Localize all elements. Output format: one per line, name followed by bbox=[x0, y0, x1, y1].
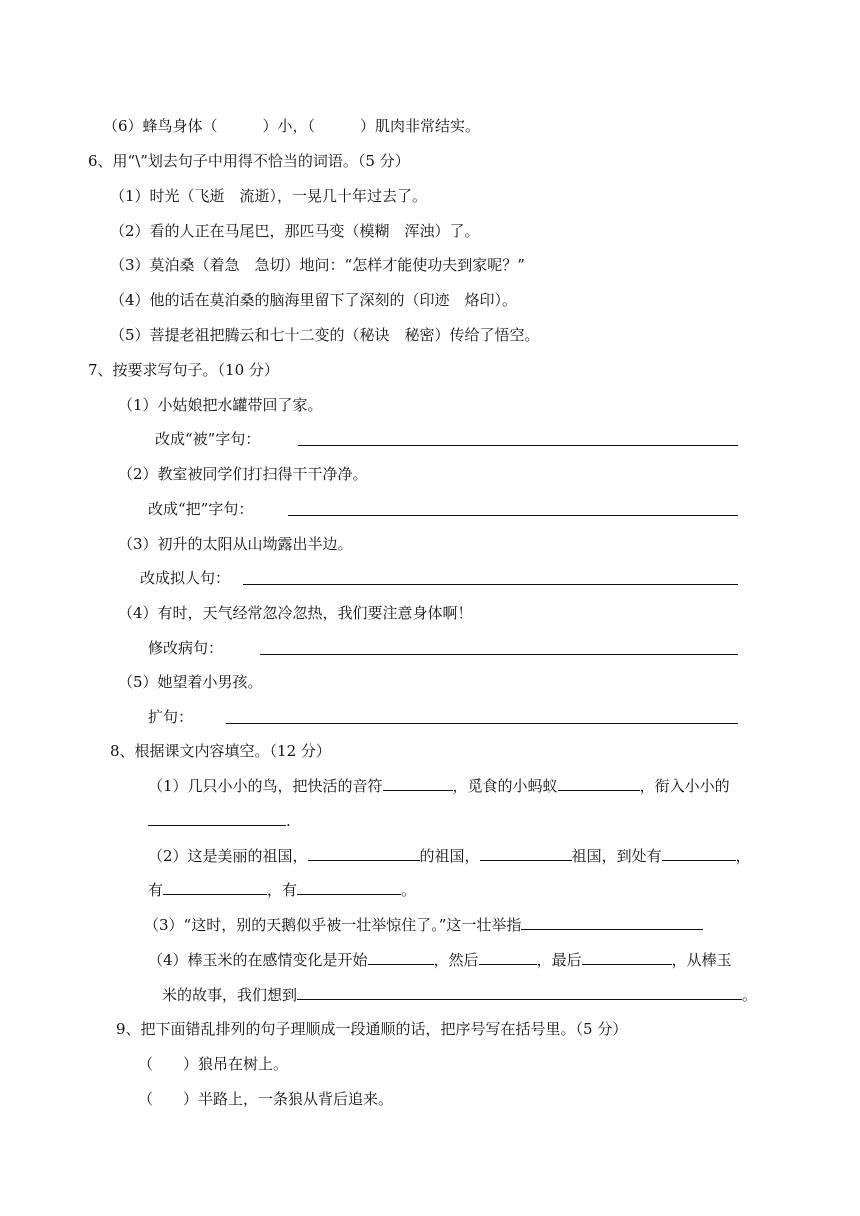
question-8-title: 8、根据课文内容填空。（12 分） bbox=[110, 742, 331, 760]
question-6-title: 6、用“\”划去句子中用得不恰当的词语。（5 分） bbox=[88, 152, 410, 170]
q7-item-2: （2）教室被同学们打扫得干干净净。 bbox=[118, 465, 368, 483]
q8-item-2-blank-2[interactable] bbox=[480, 846, 572, 861]
q5-item-6: （6）蜂鸟身体（ ）小，（ ）肌肉非常结实。 bbox=[103, 117, 481, 135]
q7-item-5: （5）她望着小男孩。 bbox=[118, 673, 263, 691]
q8-item-2-blank-1[interactable] bbox=[308, 846, 420, 861]
q7-item-5-answer-line[interactable] bbox=[226, 723, 738, 724]
q8-item-1-blank-1[interactable] bbox=[383, 776, 453, 791]
q8-item-1-end: . bbox=[286, 812, 291, 830]
q7-item-3-label: 改成拟人句： bbox=[140, 569, 231, 587]
q8-item-1-text-a: （1）几只小小的鸟，把快活的音符 bbox=[148, 777, 383, 795]
q7-item-1-answer-line[interactable] bbox=[298, 445, 738, 446]
q8-item-3-blank[interactable] bbox=[521, 915, 703, 930]
q8-item-4-blank-2[interactable] bbox=[479, 950, 537, 965]
q7-item-3-answer-line[interactable] bbox=[243, 584, 738, 585]
q6-item-3: （3）莫泊桑（着急 急切）地问：“怎样才能使功夫到家呢？” bbox=[110, 256, 525, 274]
q8-item-4-text-f: 。 bbox=[742, 986, 758, 1004]
q8-item-4-blank-1[interactable] bbox=[368, 950, 434, 965]
q8-item-2-text-f: ，有 bbox=[267, 881, 298, 899]
q9-item-1: （ ）狼吊在树上。 bbox=[138, 1055, 289, 1073]
q8-item-3-text: （3）“这时，别的天鹅似乎被一壮举惊住了。”这一壮举指 bbox=[144, 916, 522, 934]
q8-item-2-blank-3[interactable] bbox=[662, 846, 736, 861]
q7-item-4-label: 修改病句： bbox=[148, 639, 224, 657]
q8-item-2-text-c: 祖国，到处有 bbox=[571, 847, 662, 865]
q8-item-2-text-a: （2）这是美丽的祖国， bbox=[148, 847, 308, 865]
q8-item-2-text-e: 有 bbox=[148, 881, 164, 899]
q8-item-3-line bbox=[144, 915, 703, 935]
q8-item-1-text-b: ，觅食的小蚂蚁 bbox=[452, 777, 558, 795]
q8-item-4-text-c: ，最后 bbox=[536, 951, 582, 969]
q7-item-2-answer-line[interactable] bbox=[288, 515, 738, 516]
q6-item-1: （1）时光（飞逝 流逝），一晃几十年过去了。 bbox=[110, 187, 428, 205]
q6-item-4: （4）他的话在莫泊桑的脑海里留下了深刻的（印迹 烙印）。 bbox=[110, 291, 518, 309]
question-9-title: 9、把下面错乱排列的句子理顺成一段通顺的话，把序号写在括号里。（5 分） bbox=[116, 1020, 628, 1038]
q8-item-4-blank-4[interactable] bbox=[297, 985, 742, 1000]
q6-item-2: （2）看的人正在马尾巴，那匹马变（模糊 浑浊）了。 bbox=[110, 222, 480, 240]
q8-item-4-line-1 bbox=[148, 950, 732, 970]
q8-item-4-blank-3[interactable] bbox=[582, 950, 672, 965]
q8-item-1-line-1 bbox=[148, 776, 730, 796]
q7-item-2-label: 改成“把”字句： bbox=[148, 500, 254, 518]
q9-item-2: （ ）半路上，一条狼从背后追来。 bbox=[138, 1090, 394, 1108]
q8-item-4-text-e: 米的故事，我们想到 bbox=[162, 986, 298, 1004]
q7-item-1-label: 改成“被”字句： bbox=[155, 430, 261, 448]
question-7-title: 7、按要求写句子。（10 分） bbox=[88, 361, 279, 379]
q8-item-4-text-a: （4）棒玉米的在感情变化是开始 bbox=[148, 951, 368, 969]
q8-item-2-line-2 bbox=[148, 880, 416, 900]
q8-item-2-line-1 bbox=[148, 846, 751, 866]
q7-item-4: （4）有时，天气经常忽冷忽热，我们要注意身体啊！ bbox=[118, 604, 473, 622]
q8-item-4-text-b: ，然后 bbox=[433, 951, 479, 969]
q8-item-1-line-2 bbox=[148, 811, 291, 831]
q8-item-1-text-c: ，衔入小小的 bbox=[639, 777, 730, 795]
q6-item-5: （5）菩提老祖把腾云和七十二变的（秘诀 秘密）传给了悟空。 bbox=[110, 326, 540, 344]
q8-item-1-blank-2[interactable] bbox=[558, 776, 640, 791]
q8-item-2-text-g: 。 bbox=[401, 881, 417, 899]
q7-item-5-label: 扩句： bbox=[148, 708, 194, 726]
q8-item-2-text-d: ， bbox=[735, 847, 751, 865]
q8-item-4-text-d: ，从棒玉 bbox=[671, 951, 732, 969]
q8-item-4-line-2 bbox=[162, 985, 757, 1005]
q7-item-1: （1）小姑娘把水罐带回了家。 bbox=[118, 396, 323, 414]
q7-item-4-answer-line[interactable] bbox=[260, 654, 738, 655]
q8-item-2-blank-4[interactable] bbox=[163, 880, 267, 895]
q8-item-2-text-b: 的祖国， bbox=[419, 847, 480, 865]
q8-item-2-blank-5[interactable] bbox=[297, 880, 401, 895]
q7-item-3: （3）初升的太阳从山坳露出半边。 bbox=[118, 535, 353, 553]
q8-item-1-blank-3[interactable] bbox=[148, 811, 286, 826]
